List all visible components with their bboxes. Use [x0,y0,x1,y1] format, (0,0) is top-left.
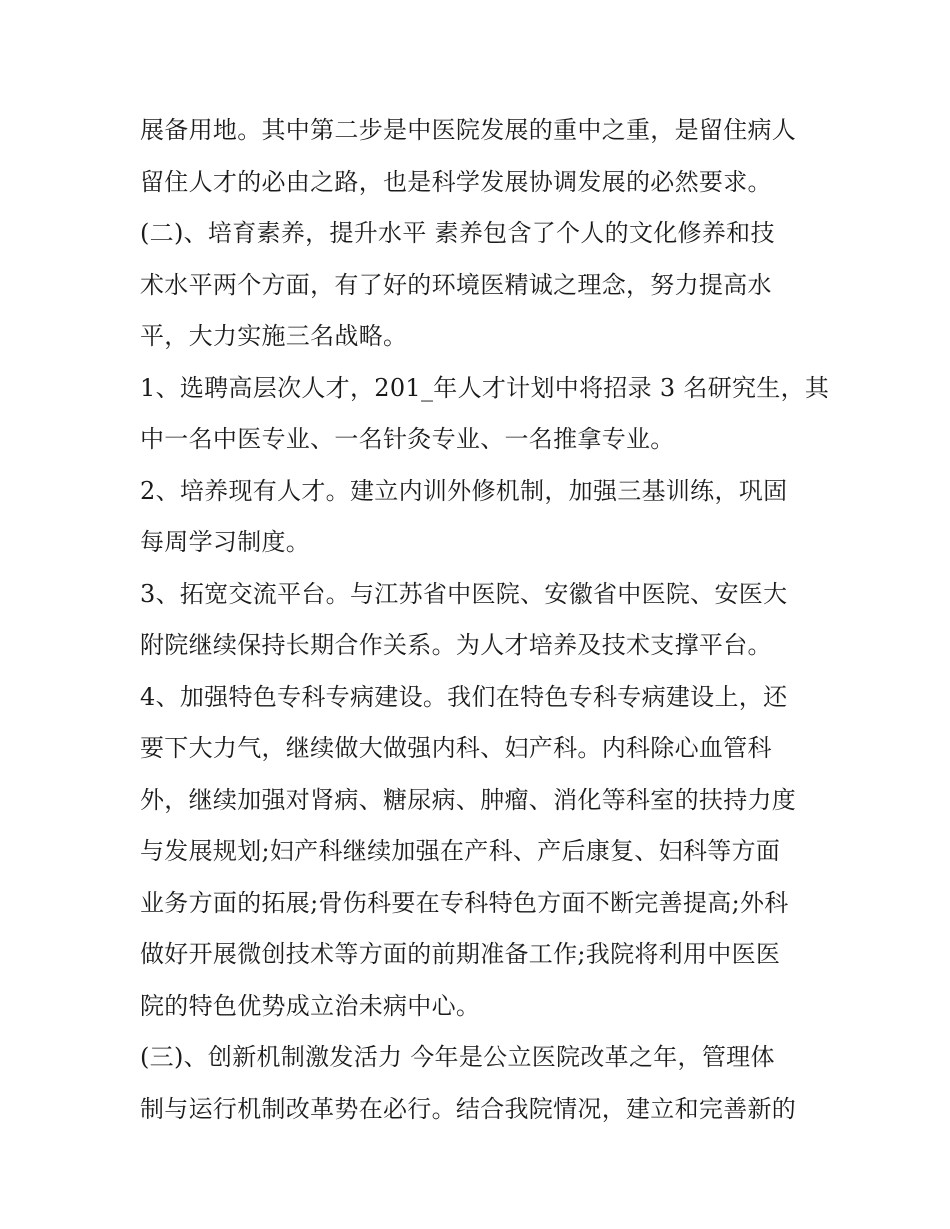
text-line: (二)、培育素养，提升水平 素养包含了个人的文化修养和技 [140,219,775,247]
text-line: 3、拓宽交流平台。与江苏省中医院、安徽省中医院、安医大 [140,579,788,608]
text-line: 与发展规划;妇产科继续加强在产科、产后康复、妇科等方面 [140,837,781,865]
text-line: 中一名中医专业、一名针灸专业、一名推拿专业。 [140,425,675,453]
document-body [140,105,830,1135]
text-line: 外，继续加强对肾病、糖尿病、肿瘤、消化等科室的扶持力度 [140,785,797,814]
text-line: (三)、创新机制激发活力 今年是公立医院改革之年，管理体 [140,1043,775,1071]
text-line: 要下大力气，继续做大做强内科、妇产科。内科除心血管科 [140,734,772,762]
text-line: 业务方面的拓展;骨伤科要在专科特色方面不断完善提高;外科 [140,888,789,917]
text-line: 2、培养现有人才。建立内训外修机制，加强三基训练，巩固 [140,476,788,505]
text-line: 4、加强特色专科专病建设。我们在特色专科专病建设上，还 [140,682,788,711]
text-line: 留住人才的必由之路，也是科学发展协调发展的必然要求。 [140,167,772,196]
text-line: 院的特色优势成立治未病中心。 [140,991,481,1020]
text-line: 展备用地。其中第二步是中医院发展的重中之重，是留住病人 [140,116,797,144]
text-line: 术水平两个方面，有了好的环境医精诚之理念，努力提高水 [140,270,772,299]
text-line: 制与运行机制改革势在必行。结合我院情况，建立和完善新的 [140,1094,797,1123]
text-line: 每周学习制度。 [140,528,311,556]
text-line: 做好开展微创技术等方面的前期准备工作;我院将利用中医医 [140,940,781,968]
text-line: 平，大力实施三名战略。 [140,322,408,350]
text-line: 附院继续保持长期合作关系。为人才培养及技术支撑平台。 [140,631,772,659]
text-line: 1、选聘高层次人才，201_年人才计划中将招录 3 名研究生，其 [140,373,830,402]
